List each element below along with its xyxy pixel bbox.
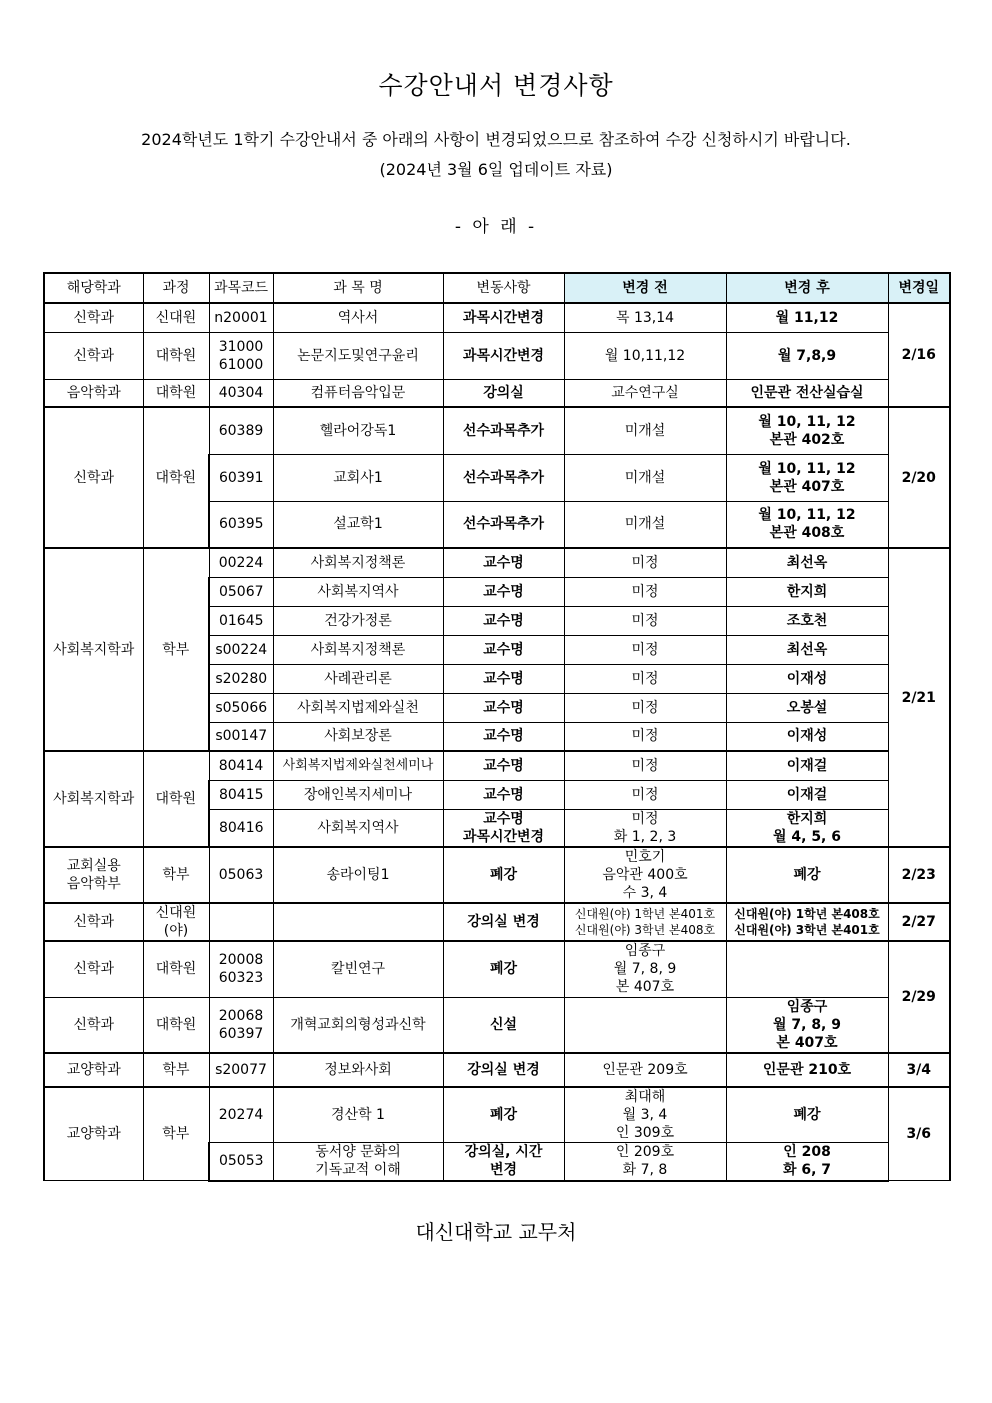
before-line: 월 3, 4 [622, 1107, 668, 1123]
header-dept: 해당학과 [44, 273, 143, 303]
cell-before: 미정 [564, 664, 726, 693]
table-row [44, 1087, 950, 1143]
course-line: 신대원 [155, 905, 197, 921]
cell-code: n20001 [209, 303, 273, 332]
cell-code: 20274 [209, 1087, 273, 1143]
table-row [44, 548, 950, 577]
header-after: 변경 후 [726, 273, 888, 303]
header-row [44, 273, 950, 303]
before-line: 민호기 [624, 849, 666, 865]
cell-name: 송라이팅1 [273, 847, 443, 903]
cell-code: 00224 [209, 548, 273, 577]
after-line: 신대원(야) 1학년 본408호 [734, 907, 880, 921]
cell-course: 대학원 [143, 751, 209, 847]
after-line: 본관 408호 [769, 525, 845, 542]
cell-before: 교수연구실 [564, 379, 726, 407]
code-line: 60323 [218, 970, 264, 987]
cell-after [726, 407, 888, 454]
table-row [44, 1053, 950, 1087]
code-line: 60397 [218, 1025, 264, 1042]
cell-name: 컴퓨터음악입문 [273, 379, 443, 407]
table-row [44, 997, 950, 1053]
before-line: 신대원(야) 3학년 본408호 [574, 923, 716, 937]
after-line: 월 10, 11, 12 [758, 413, 856, 430]
before-line: 인 309호 [615, 1125, 675, 1141]
cell-name: 경산학 1 [273, 1087, 443, 1143]
cell-after: 인문관 전산실습실 [726, 379, 888, 407]
cell-dept: 사회복지학과 [44, 548, 143, 751]
after-line: 임종구 [786, 998, 828, 1015]
table-row [44, 303, 950, 332]
cell-before: 미개설 [564, 407, 726, 454]
cell-name: 개혁교회의형성과신학 [273, 997, 443, 1053]
cell-after [726, 1143, 888, 1181]
before-line: 미정 [631, 810, 659, 827]
cell-after: 월 7,8,9 [726, 332, 888, 379]
cell-code: 05053 [209, 1143, 273, 1181]
cell-change: 과목시간변경 [443, 303, 564, 332]
cell-dept: 신학과 [44, 407, 143, 548]
cell-code: 80416 [209, 809, 273, 847]
cell-code: s05066 [209, 693, 273, 722]
header-code: 과목코드 [209, 273, 273, 303]
name-line: 기독교적 이해 [315, 1162, 401, 1179]
header-course: 과정 [143, 273, 209, 303]
cell-after [726, 903, 888, 941]
cell-dept: 사회복지학과 [44, 751, 143, 847]
table-row [44, 903, 950, 941]
after-line: 본관 402호 [769, 431, 845, 448]
name-line: 동서양 문화의 [315, 1144, 401, 1161]
cell-after: 인문관 210호 [726, 1053, 888, 1087]
table-row [44, 407, 950, 454]
cell-code: 60391 [209, 454, 273, 501]
cell-date: 2/21 [888, 548, 950, 847]
cell-dept: 신학과 [44, 303, 143, 332]
cell-after: 최선옥 [726, 548, 888, 577]
cell-before: 미개설 [564, 501, 726, 548]
change-line: 교수명 [483, 810, 524, 827]
cell-code: s20077 [209, 1053, 273, 1087]
cell-change: 교수명 [443, 722, 564, 751]
cell-date: 2/23 [888, 847, 950, 903]
table-row [44, 379, 950, 407]
after-line: 본 407호 [776, 1034, 838, 1051]
after-line: 월 4, 5, 6 [772, 828, 841, 845]
header-date: 변경일 [888, 273, 950, 303]
before-line: 신대원(야) 1학년 본401호 [574, 907, 716, 921]
cell-name: 칼빈연구 [273, 941, 443, 997]
cell-after: 이재걸 [726, 751, 888, 780]
after-line: 월 7, 8, 9 [772, 1016, 841, 1033]
after-line: 월 10, 11, 12 [758, 507, 856, 524]
cell-code [209, 332, 273, 379]
cell-before: 월 10,11,12 [564, 332, 726, 379]
cell-after: 조호천 [726, 606, 888, 635]
cell-code: s00147 [209, 722, 273, 751]
cell-before: 미정 [564, 635, 726, 664]
cell-date: 2/27 [888, 903, 950, 941]
cell-change: 교수명 [443, 577, 564, 606]
cell-before [564, 847, 726, 903]
cell-change: 강의실 변경 [443, 903, 564, 941]
cell-dept: 교양학과 [44, 1087, 143, 1181]
cell-name: 역사서 [273, 303, 443, 332]
after-line: 본관 407호 [769, 478, 845, 495]
cell-code: s20280 [209, 664, 273, 693]
after-line: 인 208 [783, 1144, 831, 1161]
cell-code: 80415 [209, 780, 273, 809]
before-line: 화 1, 2, 3 [613, 828, 677, 845]
cell-after: 폐강 [726, 1087, 888, 1143]
table-row [44, 332, 950, 379]
cell-change: 교수명 [443, 606, 564, 635]
cell-course: 학부 [143, 548, 209, 751]
cell-course: 학부 [143, 847, 209, 903]
after-line: 월 10, 11, 12 [758, 460, 856, 477]
cell-code: s00224 [209, 635, 273, 664]
cell-change: 교수명 [443, 751, 564, 780]
cell-date: 2/20 [888, 407, 950, 548]
cell-course: 대학원 [143, 407, 209, 548]
section-label: - 아 래 - [454, 217, 538, 237]
cell-course: 대학원 [143, 379, 209, 407]
cell-dept: 신학과 [44, 332, 143, 379]
cell-after: 월 11,12 [726, 303, 888, 332]
cell-course: 대학원 [143, 332, 209, 379]
change-line: 강의실, 시간 [464, 1144, 543, 1161]
cell-name: 장애인복지세미나 [273, 780, 443, 809]
cell-date: 3/6 [888, 1087, 950, 1181]
cell-change: 교수명 [443, 664, 564, 693]
before-line: 임종구 [624, 943, 666, 960]
cell-before [564, 1143, 726, 1181]
after-line: 한지희 [786, 810, 828, 827]
cell-before: 미정 [564, 693, 726, 722]
cell-before [564, 903, 726, 941]
header-name: 과 목 명 [273, 273, 443, 303]
cell-before: 미정 [564, 780, 726, 809]
cell-name: 사회복지법제와실천 [273, 693, 443, 722]
cell-dept: 신학과 [44, 903, 143, 941]
cell-name: 사례관리론 [273, 664, 443, 693]
cell-name: 논문지도및연구윤리 [273, 332, 443, 379]
cell-code: 40304 [209, 379, 273, 407]
cell-before [564, 997, 726, 1053]
cell-dept: 신학과 [44, 997, 143, 1053]
header-change: 변동사항 [443, 273, 564, 303]
cell-change: 선수과목추가 [443, 454, 564, 501]
dept-line: 음악학부 [66, 876, 121, 892]
changes-table [43, 272, 951, 1182]
cell-after [726, 809, 888, 847]
cell-code: 05063 [209, 847, 273, 903]
cell-before: 미정 [564, 751, 726, 780]
cell-after: 오봉설 [726, 693, 888, 722]
change-line: 과목시간변경 [462, 828, 545, 845]
code-line: 31000 [218, 338, 264, 355]
cell-after [726, 454, 888, 501]
cell-code: 60389 [209, 407, 273, 454]
cell-name [273, 1143, 443, 1181]
before-line: 월 7, 8, 9 [613, 961, 677, 978]
cell-dept: 교양학과 [44, 1053, 143, 1087]
cell-before [564, 941, 726, 997]
cell-name: 헬라어강독1 [273, 407, 443, 454]
cell-code [209, 941, 273, 997]
intro-text [0, 125, 992, 185]
cell-course: 학부 [143, 1053, 209, 1087]
cell-course: 신대원 [143, 303, 209, 332]
cell-code [209, 997, 273, 1053]
cell-after [726, 997, 888, 1053]
cell-change: 교수명 [443, 548, 564, 577]
cell-name: 사회복지역사 [273, 809, 443, 847]
intro-line-2: (2024년 3월 6일 업데이트 자료) [379, 160, 613, 179]
cell-course [143, 903, 209, 941]
cell-name [273, 903, 443, 941]
after-line: 화 6, 7 [782, 1162, 832, 1179]
cell-after: 폐강 [726, 847, 888, 903]
before-line: 수 3, 4 [622, 885, 668, 901]
dept-line: 교회실용 [66, 858, 121, 874]
cell-before: 미정 [564, 606, 726, 635]
footer-office: 대신대학교 교무처 [415, 1220, 577, 1244]
before-line: 화 7, 8 [622, 1162, 668, 1179]
cell-before: 미정 [564, 548, 726, 577]
cell-before [564, 809, 726, 847]
cell-course: 대학원 [143, 941, 209, 997]
cell-name: 정보와사회 [273, 1053, 443, 1087]
cell-code [209, 903, 273, 941]
cell-after: 이재걸 [726, 780, 888, 809]
cell-date: 3/4 [888, 1053, 950, 1087]
cell-date: 2/16 [888, 303, 950, 407]
cell-after: 이재성 [726, 722, 888, 751]
cell-change: 선수과목추가 [443, 501, 564, 548]
cell-name: 사회복지정책론 [273, 548, 443, 577]
cell-after: 한지희 [726, 577, 888, 606]
code-line: 61000 [218, 356, 264, 373]
before-line: 최대해 [624, 1089, 666, 1105]
cell-before [564, 1087, 726, 1143]
cell-before: 미정 [564, 722, 726, 751]
change-line: 변경 [489, 1162, 518, 1179]
cell-before: 목 13,14 [564, 303, 726, 332]
cell-course: 학부 [143, 1087, 209, 1181]
cell-after [726, 501, 888, 548]
cell-change: 폐강 [443, 1087, 564, 1143]
page-title: 수강안내서 변경사항 [378, 71, 614, 100]
cell-before: 인문관 209호 [564, 1053, 726, 1087]
cell-name: 사회보장론 [273, 722, 443, 751]
cell-change: 교수명 [443, 780, 564, 809]
cell-name: 사회복지정책론 [273, 635, 443, 664]
cell-change [443, 809, 564, 847]
cell-change: 신설 [443, 997, 564, 1053]
cell-change: 폐강 [443, 847, 564, 903]
before-line: 인 209호 [615, 1144, 675, 1161]
cell-dept: 음악학과 [44, 379, 143, 407]
cell-before: 미정 [564, 577, 726, 606]
course-line: (야) [163, 923, 189, 939]
cell-after [726, 941, 888, 997]
cell-change [443, 1143, 564, 1181]
code-line: 20008 [218, 952, 264, 969]
cell-change: 강의실 변경 [443, 1053, 564, 1087]
before-line: 음악관 400호 [602, 867, 688, 883]
cell-code: 80414 [209, 751, 273, 780]
code-line: 20068 [218, 1007, 264, 1024]
cell-name: 사회복지법제와실천세미나 [273, 751, 443, 780]
cell-change: 선수과목추가 [443, 407, 564, 454]
cell-code: 60395 [209, 501, 273, 548]
table-row [44, 751, 950, 780]
cell-before: 미개설 [564, 454, 726, 501]
header-before: 변경 전 [564, 273, 726, 303]
cell-name: 사회복지역사 [273, 577, 443, 606]
cell-change: 과목시간변경 [443, 332, 564, 379]
table-row [44, 941, 950, 997]
cell-after: 이재성 [726, 664, 888, 693]
cell-dept: 신학과 [44, 941, 143, 997]
cell-date: 2/29 [888, 941, 950, 1053]
cell-change: 폐강 [443, 941, 564, 997]
intro-line-1: 2024학년도 1학기 수강안내서 중 아래의 사항이 변경되었으므로 참조하여 수강 신청하시기 바랍니다. [141, 130, 851, 149]
cell-change: 교수명 [443, 635, 564, 664]
cell-code: 01645 [209, 606, 273, 635]
after-line: 신대원(야) 3학년 본401호 [734, 923, 880, 937]
cell-change: 교수명 [443, 693, 564, 722]
cell-name: 건강가정론 [273, 606, 443, 635]
cell-name: 설교학1 [273, 501, 443, 548]
cell-course: 대학원 [143, 997, 209, 1053]
cell-change: 강의실 [443, 379, 564, 407]
table-row [44, 847, 950, 903]
before-line: 본 407호 [615, 979, 675, 996]
cell-after: 최선옥 [726, 635, 888, 664]
cell-dept [44, 847, 143, 903]
cell-code: 05067 [209, 577, 273, 606]
cell-name: 교회사1 [273, 454, 443, 501]
